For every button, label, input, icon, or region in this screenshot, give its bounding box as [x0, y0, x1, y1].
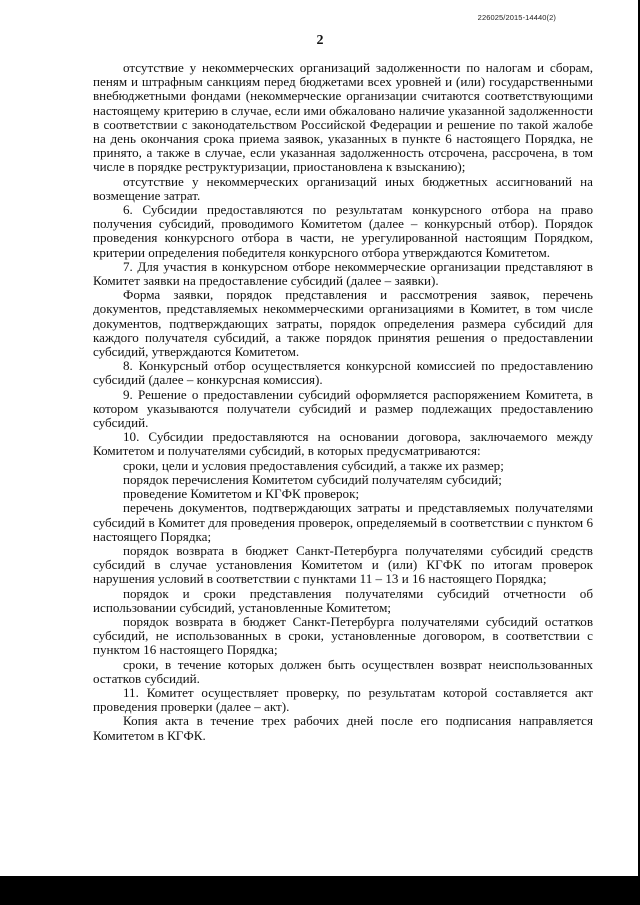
paragraph: порядок и сроки представления получателями субсидий отчетности об использовании субсидий, установленные Комитетом;: [93, 585, 593, 615]
paragraph: отсутствие у некоммерческих организаций задолженности по налогам и сборам, пеням и штрафным санкциям перед бюджетами всех уровней и (или) государственными внебюджетными фондами (некоммерческие организации считаются соответствующими настоящему критерию в случае, если ими обжаловано наличие указанной задолженности в соответствии с законодательством Российской Федерации и решение по такой жалобе на день окончания срока приема заявок, указанных в пункте 6 настоящего Порядка, не принято, а также в случае, если указанная задолженность отсрочена, рассрочена, в том числе в порядке реструктуризации, приостановлена к взысканию);: [93, 60, 593, 175]
body-text: [93, 61, 593, 743]
scan-edge-bottom: [0, 876, 640, 905]
paragraph: проведение Комитетом и КГФК проверок;: [123, 486, 360, 502]
document-number: 226025/2015-14440(2): [477, 13, 556, 22]
paragraph: 6. Субсидии предоставляются по результатам конкурсного отбора на право получения субсидий, проводимого Комитетом (далее – конкурсный отбор). Порядок проведения конкурсного отбора в части, не урегулированной настоящим Порядком, критерии определения победителя конкурсного отбора утверждаются Комитетом.: [93, 202, 593, 260]
paragraph: порядок возврата в бюджет Санкт-Петербурга получателями субсидий средств субсидий в случае установления Комитетом и (или) КГФК по итогам проверок нарушения условий в соответствии с пунктами 11 – 13 и 16 настоящего Порядка;: [93, 542, 593, 587]
paragraph: Копия акта в течение трех рабочих дней после его подписания направляется Комитетом в КГФК.: [93, 713, 593, 743]
paragraph: перечень документов, подтверждающих затраты и представляемых получателями субсидий в Комитет для проведения проверок, определяемый в соответствии с пунктом 6 настоящего Порядка;: [93, 500, 593, 544]
paragraph: Форма заявки, порядок представления и рассмотрения заявок, перечень документов, представляемых некоммерческими организациями в Комитет, в том числе документов, подтверждающих затраты, порядок определения размера субсидий для каждого получателя субсидий, а также порядок принятия решения о предоставлении субсидий, утверждаются Комитетом.: [93, 287, 593, 360]
paragraph: сроки, в течение которых должен быть осуществлен возврат неиспользованных остатков субсидий.: [93, 656, 593, 686]
paragraph: 11. Комитет осуществляет проверку, по результатам которой составляется акт проведения проверки (далее – акт).: [93, 684, 593, 715]
page-number: 2: [316, 33, 324, 48]
paragraph: порядок возврата в бюджет Санкт-Петербурга получателями субсидий остатков субсидий, не использованных в сроки, установленные договором, в соответствии с пунктом 16 настоящего Порядка;: [93, 613, 593, 658]
paragraph: 9. Решение о предоставлении субсидий оформляется распоряжением Комитета, в котором указываются получатели субсидий и размер подлежащих предоставлению субсидий.: [93, 386, 593, 431]
paragraph: 7. Для участия в конкурсном отборе некоммерческие организации представляют в Комитет заявки на предоставление субсидий (далее – заявки).: [93, 258, 593, 289]
paragraph: отсутствие у некоммерческих организаций иных бюджетных ассигнований на возмещение затрат.: [93, 173, 593, 203]
paragraph: 10. Субсидии предоставляются на основании договора, заключаемого между Комитетом и получателями субсидий, в которых предусматриваются:: [93, 429, 593, 459]
paragraph: сроки, цели и условия предоставления субсидий, а также их размер;: [123, 457, 504, 473]
paragraph: 8. Конкурсный отбор осуществляется конкурсной комиссией по предоставлению субсидий (далее – конкурсная комиссия).: [93, 358, 593, 388]
paragraph: порядок перечисления Комитетом субсидий получателям субсидий;: [123, 471, 502, 487]
